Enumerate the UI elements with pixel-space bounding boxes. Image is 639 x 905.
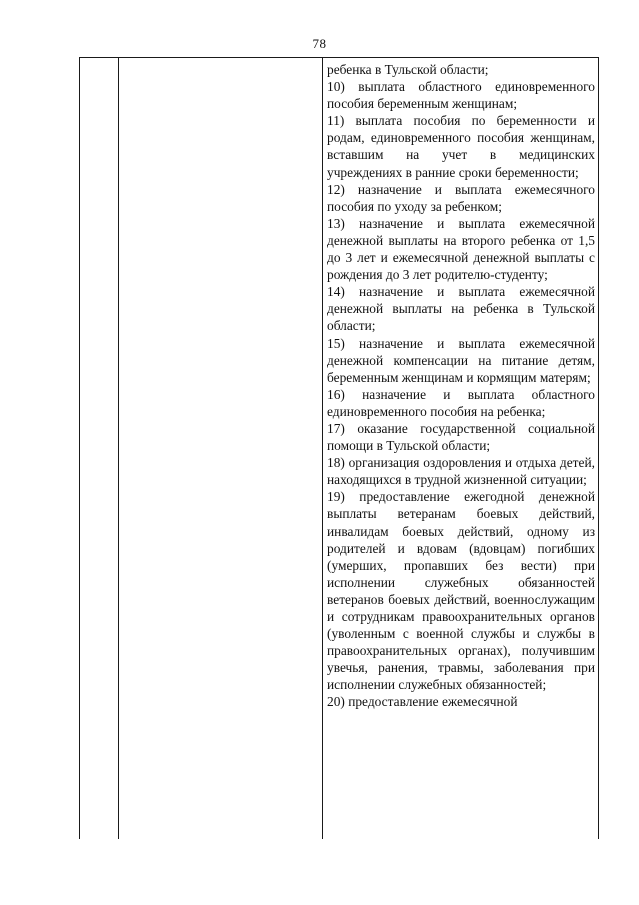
list-item: 17) оказание государственной социальной помощи в Тульской области;	[327, 420, 595, 454]
list-item: 19) предоставление ежегодной денежной выплаты ветеранам боевых действий, инвалидам боевых действий, одному из родителей и вдовам (вдовцам) погибших (умерших, пропавших без вести) при исполнении служебных обязанностей ветеранов боевых действий, военнослужащим и сотрудникам правоохранительных органов (уволенным с военной службы и службы в правоохранительных органах), получившим увечья, ранения, травмы, заболевания при исполнении служебных обязанностей;	[327, 489, 595, 693]
list-item: 10) выплата областного единовременного пособия беременным женщинам;	[327, 79, 595, 112]
document-table	[79, 57, 599, 839]
list-item: 11) выплата пособия по беременности и родам, единовременного пособия женщинам, вставшим на учет в медицинских учреждениях в ранние сроки беременности;	[327, 113, 595, 180]
list-item: 18) организация оздоровления и отдыха детей, находящихся в трудной жизненной ситуации;	[327, 455, 595, 488]
list-item: 16) назначение и выплата областного единовременного пособия на ребенка;	[327, 386, 595, 419]
list-item: 12) назначение и выплата ежемесячного пособия по уходу за ребенком;	[327, 181, 595, 214]
list-item: ребенка в Тульской области;	[327, 62, 489, 77]
table-column-divider-2	[322, 58, 323, 839]
list-item: 15) назначение и выплата ежемесячной денежной компенсации на питание детям, беременным женщинам и кормящим матерям;	[327, 335, 595, 385]
list-item: 20) предоставление ежемесячной	[327, 694, 518, 710]
table-text-cell	[327, 61, 595, 711]
page-number: 78	[312, 36, 327, 51]
table-column-divider-1	[118, 58, 119, 839]
list-item: 13) назначение и выплата ежемесячной денежной выплаты на второго ребенка от 1,5 до 3 лет и ежемесячной денежной выплаты с рождения до 3 лет родителю-студенту;	[327, 215, 595, 283]
list-item: 14) назначение и выплата ежемесячной денежной выплаты на ребенка в Тульской области;	[327, 284, 595, 334]
